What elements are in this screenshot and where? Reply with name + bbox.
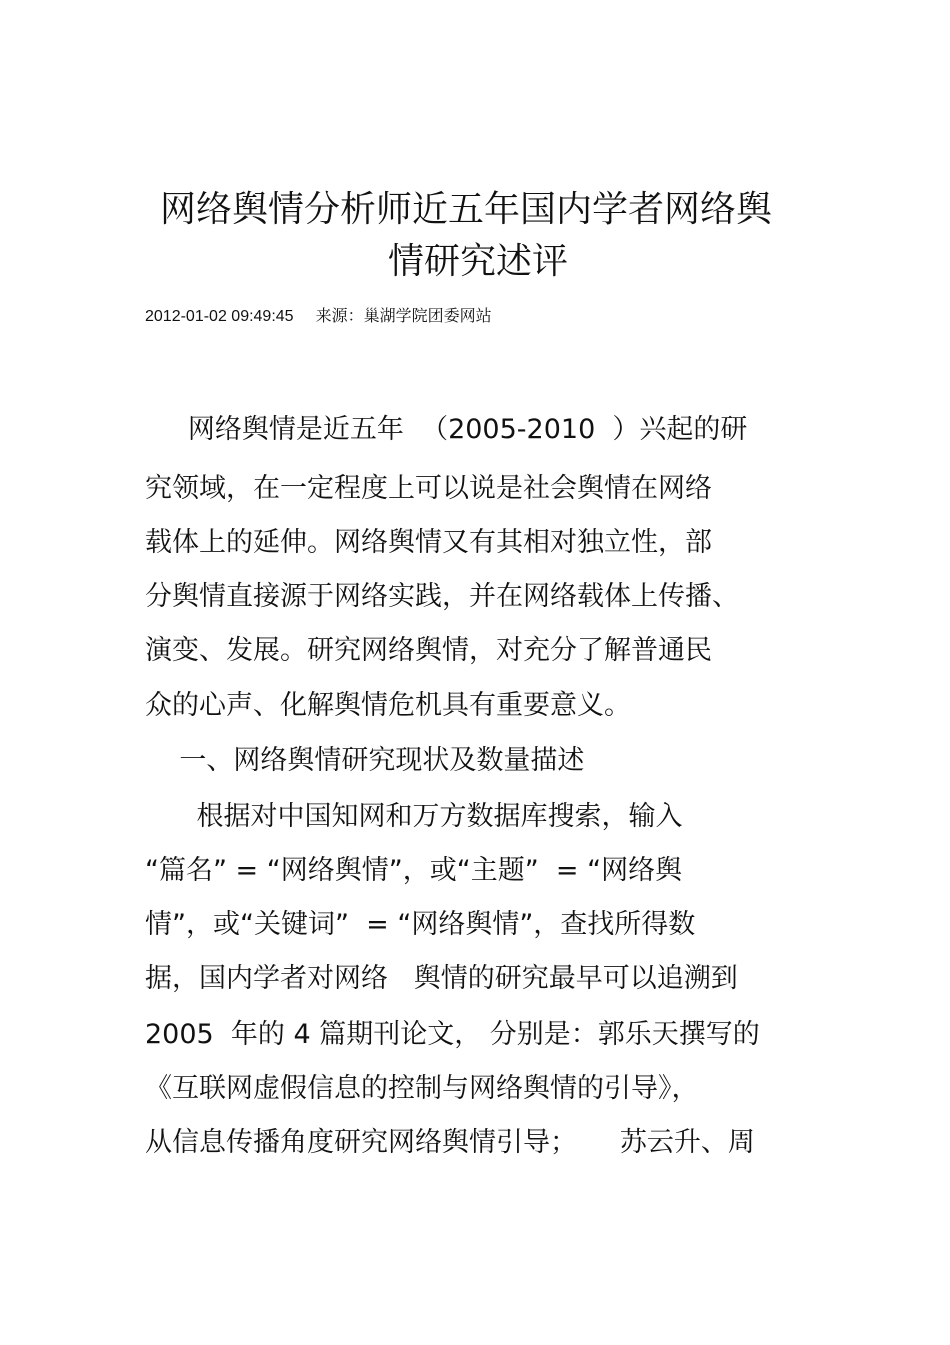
body-line: 据，国内学者对网络 舆情的研究最早可以追溯到 (145, 963, 738, 994)
body-line: 载体上的延伸。网络舆情又有其相对独立性，部 (145, 527, 712, 558)
section-heading: 一、网络舆情研究现状及数量描述 (145, 745, 585, 776)
body-line: 根据对中国知网和万方数据库搜索，输入 (145, 801, 683, 832)
body-line: 网络舆情是近五年 （2005-2010 ）兴起的研 (145, 414, 748, 445)
publish-datetime: 2012-01-02 09:49:45 (145, 308, 294, 325)
body-line: 《互联网虚假信息的控制与网络舆情的引导》， (145, 1073, 699, 1104)
source-text: 来源：巢湖学院团委网站 (315, 308, 492, 325)
body-line: 从信息传播角度研究网络舆情引导； 苏云升、周 (145, 1127, 755, 1158)
body-line: 2005 年的 4 篇期刊论文， 分别是：郭乐天撰写的 (145, 1019, 760, 1050)
body-line: 演变、发展。研究网络舆情，对充分了解普通民 (145, 635, 712, 666)
body-line: 分舆情直接源于网络实践，并在网络载体上传播、 (145, 581, 739, 612)
body-line: 究领域，在一定程度上可以说是社会舆情在网络 (145, 473, 712, 504)
document-title-line-2: 情研究述评 (388, 241, 569, 282)
document-title-line-1: 网络舆情分析师近五年国内学者网络舆 (160, 189, 773, 230)
body-line: “篇名” = “网络舆情”，或“主题” = “网络舆 (145, 855, 683, 886)
body-line: 众的心声、化解舆情危机具有重要意义。 (145, 690, 631, 721)
article-meta (145, 306, 492, 328)
body-line: 情”，或“关键词” = “网络舆情”，查找所得数 (145, 909, 696, 940)
